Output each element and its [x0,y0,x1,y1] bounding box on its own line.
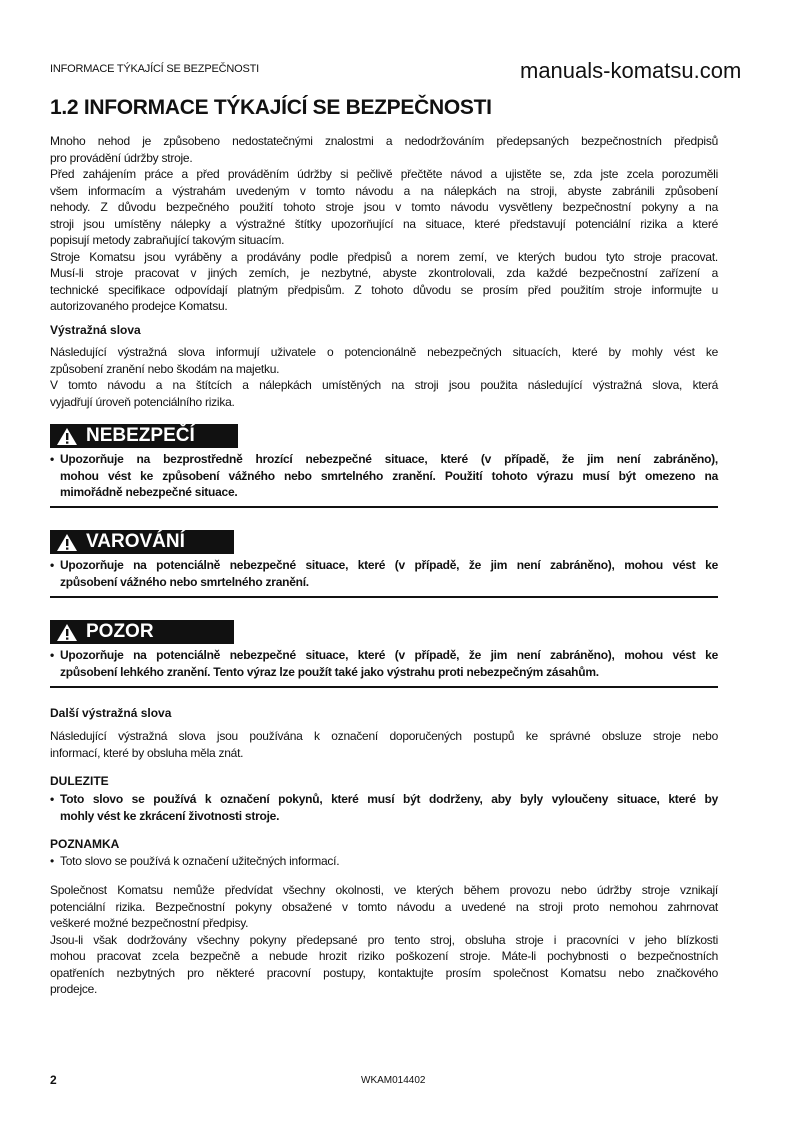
divider [50,596,718,598]
text-line: Společnost Komatsu nemůže předvídat všechny okolnosti, ve kterých během provozu nebo údržby stroje vznikají [50,883,718,897]
caution-label [50,620,234,644]
bullet-item: • Toto slovo se používá k označení užitečných informací. [50,853,718,870]
watermark: manuals-komatsu.com [520,58,742,83]
text-line: stroji jsou umístěny nálepky a výstražné štítky upozorňující na situace, které představují potenciální rizika a které [50,216,718,231]
text-line: vyjadřují úroveň potenciálního rizika. [50,394,235,409]
text-line: popisují metody zabraňující takovým situacím. [50,233,285,247]
caution-description [50,647,718,680]
danger-description [50,451,718,501]
note-heading: POZNAMKA [50,837,120,851]
warning-triangle-icon [56,623,78,642]
important-description [50,791,718,824]
text-line: způsobení vážného nebo smrtelného zranění. [60,574,309,589]
warning-label-text: VAROVÁNÍ [86,531,185,552]
bullet-item: • Upozorňuje na bezprostředně hrozící nebezpečné situace, které (v případě, že jim není zabráněno), [50,451,718,468]
document-code: WKAM014402 [361,1075,426,1086]
text-line: Musí-li stroje pracovat v jiných zemích, je nezbytné, abyste zkontrolovali, zda každé bezpečnostní zařízení a [50,266,718,280]
text-line: informací, které by obsluha měla znát. [50,745,244,760]
warning-triangle-icon [56,533,78,552]
intro-paragraph [50,133,718,315]
text-line: prodejce. [50,982,98,996]
other-words-paragraph [50,728,718,761]
text-line: Jsou-li však dodržovány všechny pokyny předepsané pro tento stroj, obsluha stroje i pracovníci v jeho blízkosti [50,932,718,947]
running-header: INFORMACE TÝKAJÍCÍ SE BEZPEČNOSTI [50,63,259,75]
text-line: Následující výstražná slova jsou používána k označení doporučených postupů ke správné obsluze stroje nebo [50,729,718,743]
text-line: mimořádně nebezpečné situace. [60,485,238,499]
text-line: mohly vést ke zkrácení životnosti stroje. [60,808,280,823]
text-line: Stroje Komatsu jsou vyráběny a prodávány podle předpisů a norem zemí, ve kterých budou tyto stroje pracovat. [50,249,718,264]
text-line: Následující výstražná slova informují uživatele o potencionálně nebezpečných situacích, které by mohly vést ke [50,345,718,359]
text-line: nehody. Z důvodu bezpečného použití tohoto stroje jsou v tomto návodu vysvětleny bezpečnostní pokyny a na [50,200,718,214]
text-line: technické specifikace odpovídají platným předpisům. Z tohoto důvodu se prosím před použitím stroje informujte u [50,282,718,297]
closing-paragraph [50,882,718,998]
danger-label-text: NEBEZPEČÍ [86,425,195,446]
text-line: mohou pracovat zcela bezpečně a nebude hrozit riziko poškození stroje. Máte-li pochybnosti o bezpečnostních [50,949,718,963]
text-line: veškeré možné bezpečnostní předpisy. [50,916,249,930]
page-number: 2 [50,1073,57,1087]
text-line: způsobení lehkého zranění. Tento výraz lze použít také jako výstrahu proti nebezpečným zásahům. [60,664,599,679]
text-line: Před zahájením práce a před prováděním údržby si pečlivě přečtěte návod a ujistěte se, zda jste zcela porozuměli [50,167,718,181]
other-words-heading: Další výstražná slova [50,706,172,720]
bullet-item: • Toto slovo se používá k označení pokynů, které musí být dodrženy, aby byly vyloučeny situace, které by [50,791,718,808]
caution-label-text: POZOR [86,621,154,642]
danger-label [50,424,238,448]
page-title: 1.2 INFORMACE TÝKAJÍCÍ SE BEZPEČNOSTI [50,96,492,119]
important-heading: DULEZITE [50,774,109,788]
bullet-item: • Upozorňuje na potenciálně nebezpečné situace, které (v případě, že jim není zabráněno), mohou vést ke [50,557,718,574]
signal-words-paragraph [50,344,718,410]
warning-description [50,557,718,590]
bullet-item: • Upozorňuje na potenciálně nebezpečné situace, které (v případě, že jim není zabráněno), mohou vést ke [50,647,718,664]
signal-words-heading: Výstražná slova [50,323,141,337]
warning-triangle-icon [56,427,78,446]
text-line: Mnoho nehod je způsobeno nedostatečnými znalostmi a nedodržováním předepsaných bezpečnostních předpisů [50,134,718,148]
text-line: opatřeních nezbytných pro některé pracovní postupy, kontaktujte prosím společnost Komatsu nebo značkového [50,965,718,980]
text-line: V tomto návodu a na štítcích a nálepkách umístěných na stroji jsou použita následující výstražná slova, která [50,378,718,392]
text-line: všem informacím a výstrahám uvedeným v tomto návodu a na nálepkách na stroji, abyste zabránili způsobení [50,183,718,198]
divider [50,686,718,688]
text-line: pro provádění údržby stroje. [50,150,193,165]
text-line: způsobení zranění nebo škodám na majetku. [50,361,280,376]
warning-label [50,530,234,554]
divider [50,506,718,508]
text-line: autorizovaného prodejce Komatsu. [50,299,228,313]
text-line: mohou vést ke způsobení vážného nebo smrtelného zranění. Použití tohoto výrazu musí být omezeno na [60,468,718,483]
note-description [50,853,718,870]
text-line: potenciální rizika. Bezpečnostní pokyny obsažené v tomto návodu a uvedené na stroji proto nemohou zahrnovat [50,899,718,914]
